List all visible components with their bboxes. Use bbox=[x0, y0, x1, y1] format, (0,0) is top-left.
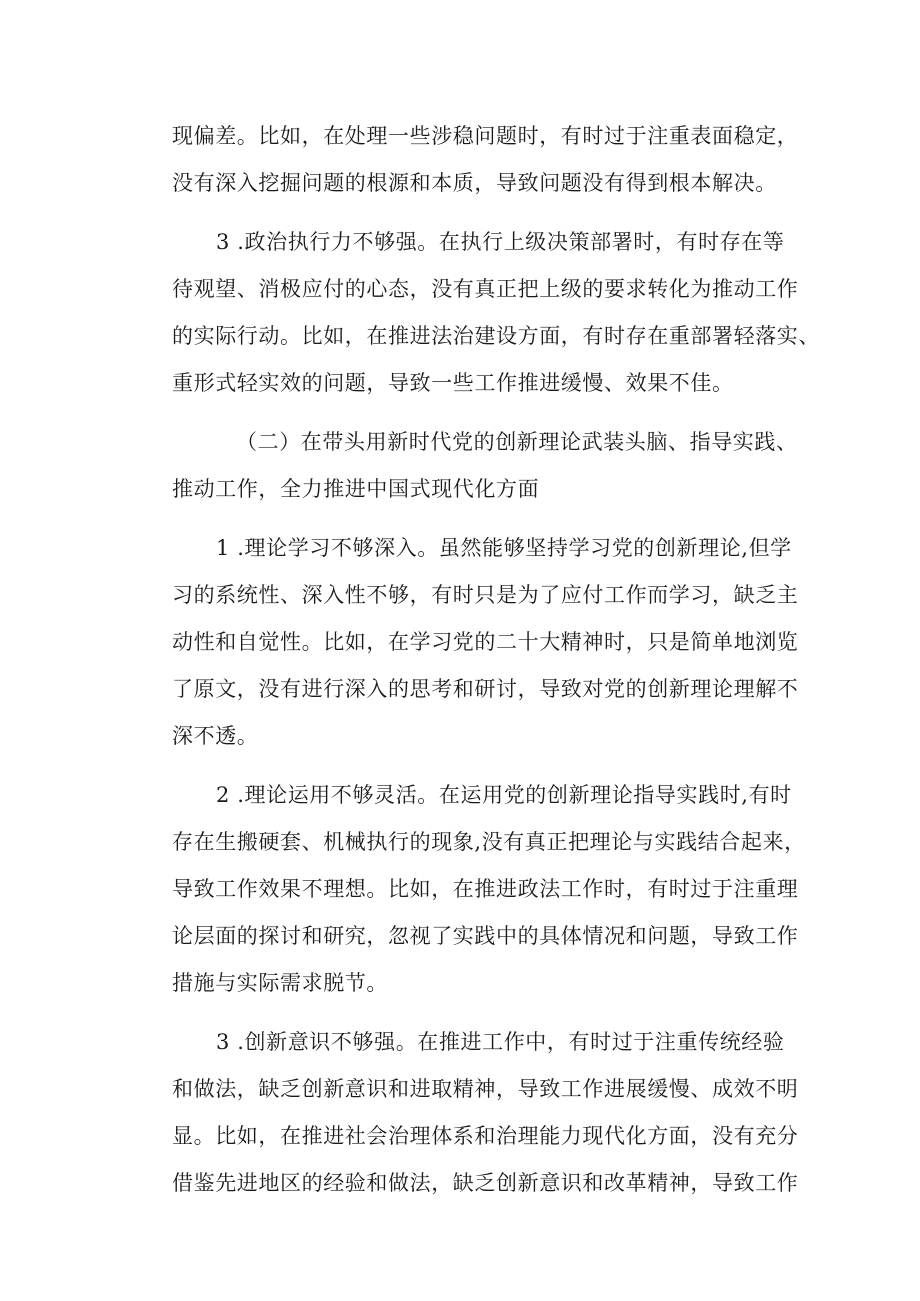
text-line: 存在生搬硬套、机械执行的现象,没有真正把理论与实践结合起来， bbox=[172, 830, 806, 854]
text-line: 和做法，缺乏创新意识和进取精神，导致工作进展缓慢、成效不明 bbox=[172, 1077, 799, 1101]
text-line: 动性和自觉性。比如，在学习党的二十大精神时，只是简单地浏览 bbox=[172, 630, 799, 654]
paragraph-first-line: 3 .政治执行力不够强。在执行上级决策部署时，有时存在等 bbox=[216, 230, 785, 254]
paragraph-first-line: 1 .理论学习不够深入。虽然能够坚持学习党的创新理论,但学 bbox=[216, 536, 792, 560]
text-line: 现偏差。比如，在处理一些涉稳问题时，有时过于注重表面稳定， bbox=[172, 124, 799, 148]
section-heading-continuation: 推动工作，全力推进中国式现代化方面 bbox=[172, 477, 540, 501]
text-line: 论层面的探讨和研究，忽视了实践中的具体情况和问题，导致工作 bbox=[172, 924, 799, 948]
text-line: 没有深入挖掘问题的根源和本质，导致问题没有得到根本解决。 bbox=[172, 171, 777, 195]
section-heading: （二）在带头用新时代党的创新理论武装头脑、指导实践、 bbox=[236, 430, 798, 454]
text-line: 待观望、消极应付的心态，没有真正把上级的要求转化为推动工作 bbox=[172, 277, 799, 301]
text-line: 显。比如，在推进社会治理体系和治理能力现代化方面，没有充分 bbox=[172, 1124, 799, 1148]
text-line: 了原文，没有进行深入的思考和研讨，导致对党的创新理论理解不 bbox=[172, 677, 799, 701]
text-line: 深不透。 bbox=[172, 724, 259, 748]
text-line: 的实际行动。比如，在推进法治建设方面，有时存在重部署轻落实、 bbox=[172, 324, 820, 348]
document-body bbox=[172, 113, 820, 1207]
paragraph-first-line: 2 .理论运用不够灵活。在运用党的创新理论指导实践时,有时 bbox=[216, 783, 792, 807]
text-line: 措施与实际需求脱节。 bbox=[172, 971, 388, 995]
text-line: 习的系统性、深入性不够，有时只是为了应付工作而学习，缺乏主 bbox=[172, 583, 799, 607]
text-line: 重形式轻实效的问题，导致一些工作推进缓慢、效果不佳。 bbox=[172, 371, 734, 395]
paragraph-first-line: 3 .创新意识不够强。在推进工作中，有时过于注重传统经验 bbox=[216, 1030, 785, 1054]
text-line: 借鉴先进地区的经验和做法，缺乏创新意识和改革精神，导致工作 bbox=[172, 1171, 799, 1195]
text-line: 导致工作效果不理想。比如，在推进政法工作时，有时过于注重理 bbox=[172, 877, 799, 901]
